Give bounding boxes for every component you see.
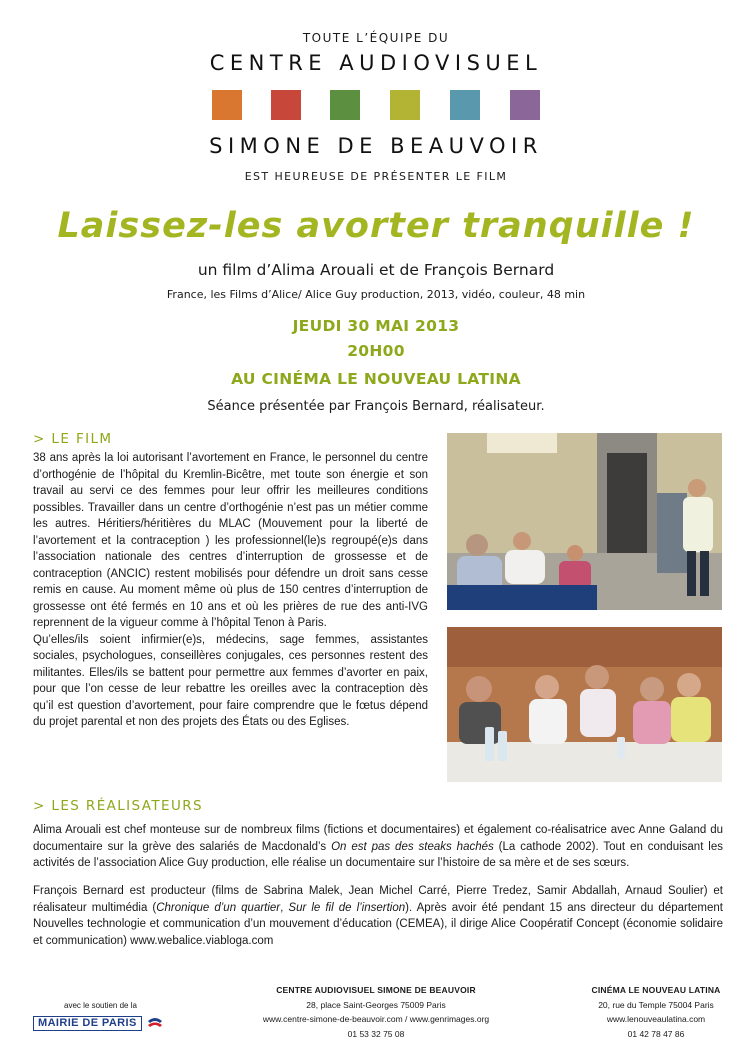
realisateur-paragraph-1 [33, 822, 723, 872]
color-swatches [212, 90, 540, 120]
swatch-purple [510, 90, 540, 120]
text-fragment: François Bernard est producteur (films de Sabrina Malek, Jean Michel Carré, Pierre Tredez, Samir Abdallah, Arnaud Soulier) et réalisateur multimédia ( [33, 885, 723, 914]
film-still-corridor [447, 433, 722, 610]
film-title: Laissez-les avorter tranquille ! [57, 206, 695, 246]
footer-cinema-phone: 01 42 78 47 86 [627, 1028, 685, 1039]
text-fragment: ). Après avoir été pendant 15 ans directeur du département Nouvelles technologie et communication d’un mouvement d’éducation (CEMEA), il dirige Alice Coopératif Concept (économie solidaire et communication) www.webalice.viabloga.com [33, 901, 723, 947]
swatch-red [271, 90, 301, 120]
film-description [33, 450, 428, 731]
sponsor-name: MAIRIE DE PARIS [33, 1016, 142, 1031]
footer-centre-phone: 01 53 32 75 08 [347, 1028, 405, 1039]
footer-centre-web[interactable]: www.centre-simone-de-beauvoir.com / www.genrimages.org [262, 1014, 490, 1024]
text-fragment: (La cathode 2002). Tout en conduisant les activités de l’association Alice Guy production, elle réalise un documentaire sur l’histoire de sa mère et de ses sœurs. [33, 840, 724, 869]
film-reference: Chronique d’un quartier [156, 901, 281, 914]
swatch-olive [390, 90, 420, 120]
footer-centre-title: CENTRE AUDIOVISUEL SIMONE DE BEAUVOIR [276, 985, 476, 995]
event-date: JEUDI 30 MAI 2013 [292, 317, 460, 335]
film-directors: un film d’Alima Arouali et de François Bernard [197, 261, 555, 279]
footer-cinema-info [568, 983, 744, 1041]
text-fragment: Alima Arouali est chef monteuse sur de nombreux films (fictions et documentaires) et également co-réalisatrice avec Anne Galand du documentaire sur la grève des salariés de Macdonald’s [33, 824, 723, 853]
sponsor-logo [33, 1015, 179, 1031]
footer-cinema-address: 20, rue du Temple 75004 Paris [598, 999, 714, 1010]
swatch-blue [450, 90, 480, 120]
mairie-ship-icon [146, 1015, 164, 1031]
org-name-line2: SIMONE DE BEAUVOIR [209, 134, 543, 158]
film-paragraph-2: Qu’elles/ils soient infirmier(e)s, médecins, sage femmes, assistantes sociales, psychologues, conseillères conjugales, ces personnes restent des militantes. Elles/ils se battent pour permettre aux femmes d’avorter en paix, pour que l’on cesse de leur rebattre les oreilles avec la contraception dès qu’il est question d’avortement, pour faire comprendre que le fœtus dépend du projet parental et non des projets des États ou des Eglises. [33, 633, 428, 728]
swatch-green [330, 90, 360, 120]
film-still-meeting [447, 627, 722, 782]
footer-cinema-title: CINÉMA LE NOUVEAU LATINA [591, 985, 721, 995]
event-time: 20H00 [347, 342, 405, 360]
section-heading-film: > LE FILM [33, 431, 113, 447]
film-credits: France, les Films d’Alice/ Alice Guy production, 2013, vidéo, couleur, 48 min [166, 288, 586, 301]
film-reference: Sur le fil de l’insertion [288, 901, 406, 914]
header-top-line: TOUTE L’ÉQUIPE DU [302, 31, 450, 45]
footer-cinema-web[interactable]: www.lenouveaulatina.com [606, 1014, 706, 1024]
film-reference: On est pas des steaks hachés [331, 840, 494, 853]
support-label: avec le soutien de la [64, 1001, 137, 1010]
footer-centre-info [236, 983, 516, 1041]
swatch-orange [212, 90, 242, 120]
event-venue: AU CINÉMA LE NOUVEAU LATINA [231, 370, 521, 388]
text-fragment: , [280, 901, 289, 914]
section-heading-realisateurs: > LES RÉALISATEURS [33, 798, 203, 814]
film-paragraph-1: 38 ans après la loi autorisant l’avortement en France, le personnel du centre d’orthogénie de l’hôpital du Kremlin-Bicêtre, met toute son énergie et son travail au servi ce des femmes pour leur offrir les meilleures conditions possibles. Travailler dans un centre d’orthogénie n’est pas un métier comme les autres. Héritiers/héritières du MLAC (Mouvement pour la liberté de l’avortement et la contraception ) les professionnel(le)s regroupé(e)s dans l’association nationale des centres d’interruption de grossesse et de contraception (ANCIC) restent mobilisés pour défendre un droit sans cesse remis en cause. Au moment même où plus de 150 centres d’interruption de grossesse ont été fermés en 10 ans et où les prières de rue des anti-IVG reprennent de la vigueur comme à l’hôpital Tenon à Paris. [33, 452, 428, 629]
footer-centre-address: 28, place Saint-Georges 75009 Paris [306, 999, 446, 1010]
presents-line: EST HEUREUSE DE PRÉSENTER LE FILM [244, 170, 508, 183]
event-seance: Séance présentée par François Bernard, réalisateur. [207, 399, 545, 414]
realisateur-paragraph-2 [33, 883, 723, 949]
org-name-line1: CENTRE AUDIOVISUEL [209, 51, 543, 75]
